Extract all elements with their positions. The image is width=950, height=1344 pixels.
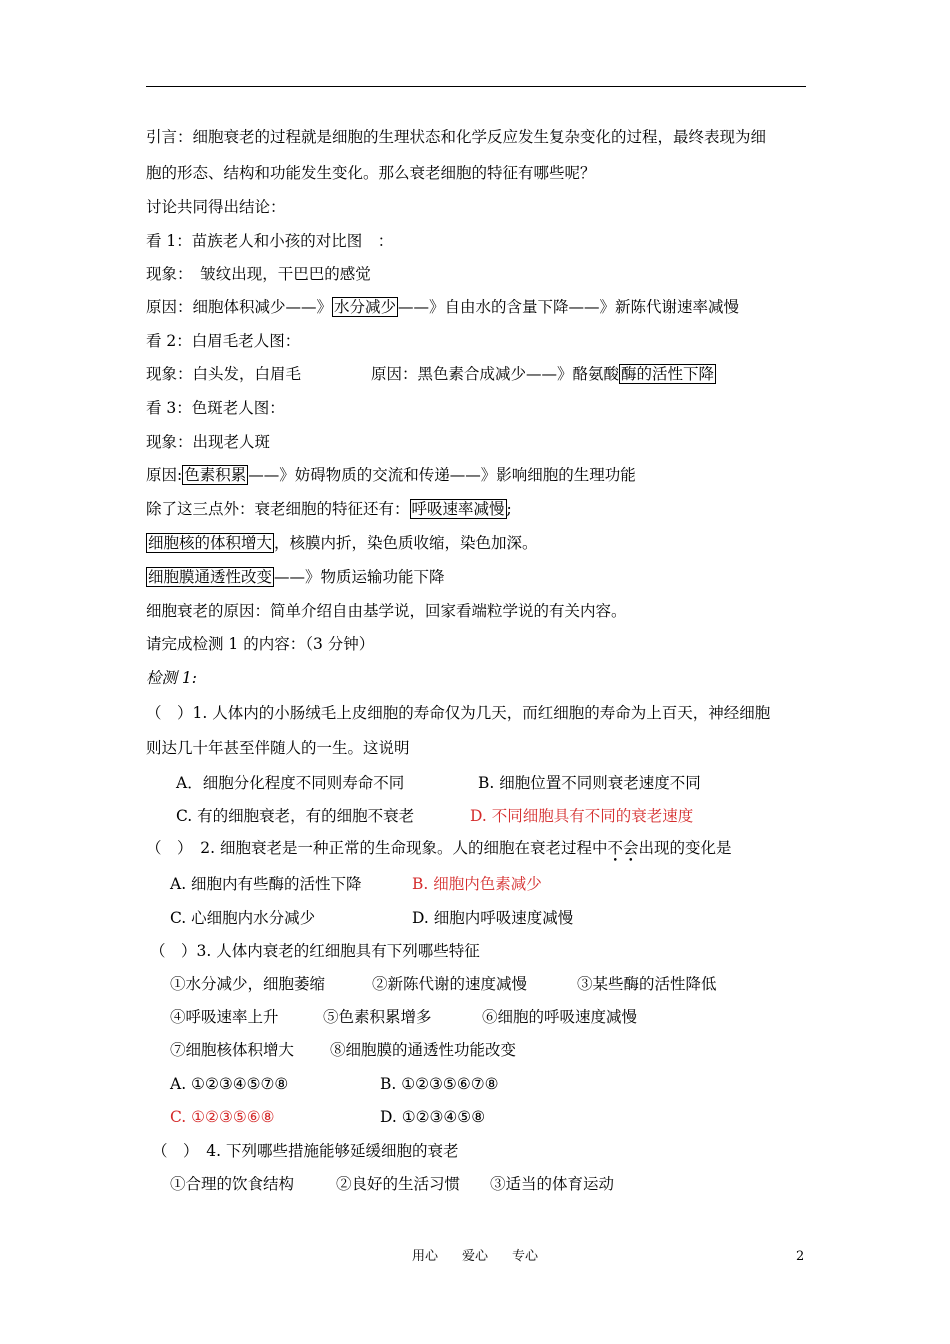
look1-cause <box>146 297 739 317</box>
q1-option-b: B. 细胞位置不同则衰老速度不同 <box>478 774 701 792</box>
discussion-line: 讨论共同得出结论： <box>146 198 286 216</box>
q3-option-d: D. ①②③④⑤⑧ <box>380 1108 486 1126</box>
q2-emphasis-2: 会 <box>622 839 639 857</box>
q3-option-a: A. ①②③④⑤⑦⑧ <box>170 1075 289 1093</box>
q2-option-d: D. 细胞内呼吸速度减慢 <box>412 909 574 927</box>
q2-option-a: A. 细胞内有些酶的活性下降 <box>170 875 362 893</box>
q2-stem <box>146 838 732 858</box>
q2-option-c: C. 心细胞内水分减少 <box>170 909 316 927</box>
footer-left: 用心 <box>411 1249 438 1264</box>
q3-item-7: ⑦细胞核体积增大 <box>170 1041 295 1059</box>
q3-item-4: ④呼吸速率上升 <box>170 1008 279 1026</box>
q1-option-c: C. 有的细胞衰老，有的细胞不衰老 <box>176 807 415 825</box>
q3-stem: （ ）3. 人体内衰老的红细胞具有下列哪些特征 <box>150 942 480 960</box>
q2-stem-prefix: （ ） 2. 细胞衰老是一种正常的生命现象。人的细胞在衰老过程中 <box>146 839 608 857</box>
look3-title: 看 3：色斑老人图： <box>146 399 285 417</box>
q3-item-6: ⑥细胞的呼吸速度减慢 <box>482 1008 638 1026</box>
q2-option-b-answer: B. 细胞内色素减少 <box>412 875 542 893</box>
look2-cause-prefix: 原因：黑色素合成减少——》酪氨酸 <box>371 365 620 383</box>
footer-middle: 爱心 <box>461 1249 488 1264</box>
instruction-line: 请完成检测 1 的内容：（3 分钟） <box>146 635 375 653</box>
look2-cause <box>371 364 716 384</box>
intro-line-2: 胞的形态、结构和功能发生变化。那么衰老细胞的特征有哪些呢？ <box>146 164 596 182</box>
q2-stem-suffix: 出现的变化是 <box>638 839 732 857</box>
footer-right: 专心 <box>512 1249 539 1264</box>
q4-stem: （ ） 4. 下列哪些措施能够延缓细胞的衰老 <box>152 1142 459 1160</box>
features-after-1: ; <box>506 500 512 518</box>
q3-item-2: ②新陈代谢的速度减慢 <box>372 975 528 993</box>
look3-cause <box>146 465 636 485</box>
features-line-1 <box>146 499 512 519</box>
q1-stem-line-2: 则达几十年甚至伴随人的一生。这说明 <box>146 739 410 757</box>
features-line-2 <box>146 533 538 553</box>
page-footer <box>0 1248 950 1266</box>
look1-phenomenon: 现象： 皱纹出现，干巴巴的感觉 <box>146 265 371 283</box>
q1-stem-line-1: （ ）1. 人体内的小肠绒毛上皮细胞的寿命仅为几天，而红细胞的寿命为上百天，神经细胞 <box>146 704 771 722</box>
look1-cause-prefix: 原因：细胞体积减少——》 <box>146 298 333 316</box>
look2-cause-box: 酶的活性下降 <box>621 365 715 383</box>
look3-cause-box: 色素积累 <box>184 466 247 484</box>
look2-phenomenon: 现象：白头发，白眉毛 <box>146 365 302 383</box>
q1-option-d-answer: D. 不同细胞具有不同的衰老速度 <box>470 807 694 825</box>
feature-box-nucleus: 细胞核的体积增大 <box>148 534 273 552</box>
q4-item-2: ②良好的生活习惯 <box>336 1175 461 1193</box>
look2-title: 看 2：白眉毛老人图： <box>146 332 301 350</box>
q4-item-3: ③适当的体育运动 <box>490 1175 615 1193</box>
test-title: 检测 1: <box>146 669 198 687</box>
feature-box-respiration: 呼吸速率减慢 <box>411 500 505 518</box>
look1-title: 看 1：苗族老人和小孩的对比图 ： <box>146 232 394 250</box>
features-after-3: ——》物质运输功能下降 <box>274 568 445 586</box>
reason-line: 细胞衰老的原因：简单介绍自由基学说，回家看端粒学说的有关内容。 <box>146 602 627 620</box>
q3-option-b: B. ①②③⑤⑥⑦⑧ <box>380 1075 499 1093</box>
features-prefix: 除了这三点外：衰老细胞的特征还有： <box>146 500 410 518</box>
look1-cause-box: 水分减少 <box>334 298 397 316</box>
intro-line-1: 引言：细胞衰老的过程就是细胞的生理状态和化学反应发生复杂变化的过程，最终表现为细 <box>146 128 767 146</box>
q1-option-a: A．细胞分化程度不同则寿命不同 <box>176 774 405 792</box>
q3-option-c-answer: C. ①②③⑤⑥⑧ <box>170 1108 275 1126</box>
features-line-3 <box>146 567 445 587</box>
q3-item-5: ⑤色素积累增多 <box>323 1008 432 1026</box>
look3-cause-suffix: ——》妨碍物质的交流和传递——》影响细胞的生理功能 <box>248 466 636 484</box>
look3-phenomenon: 现象：出现老人斑 <box>146 433 271 451</box>
page-number: 2 <box>796 1249 805 1264</box>
q3-item-3: ③某些酶的活性降低 <box>577 975 717 993</box>
q2-emphasis-1: 不 <box>607 839 623 857</box>
q3-item-8: ⑧细胞膜的通透性功能改变 <box>330 1041 517 1059</box>
look3-cause-prefix: 原因: <box>146 466 183 484</box>
look1-cause-suffix: ——》自由水的含量下降——》新陈代谢速率减慢 <box>398 298 740 316</box>
q3-item-1: ①水分减少，细胞萎缩 <box>170 975 326 993</box>
feature-box-membrane: 细胞膜通透性改变 <box>148 568 273 586</box>
features-after-2: ，核膜内折，染色质收缩，染色加深。 <box>274 534 538 552</box>
header-rule <box>146 86 806 87</box>
q4-item-1: ①合理的饮食结构 <box>170 1175 295 1193</box>
